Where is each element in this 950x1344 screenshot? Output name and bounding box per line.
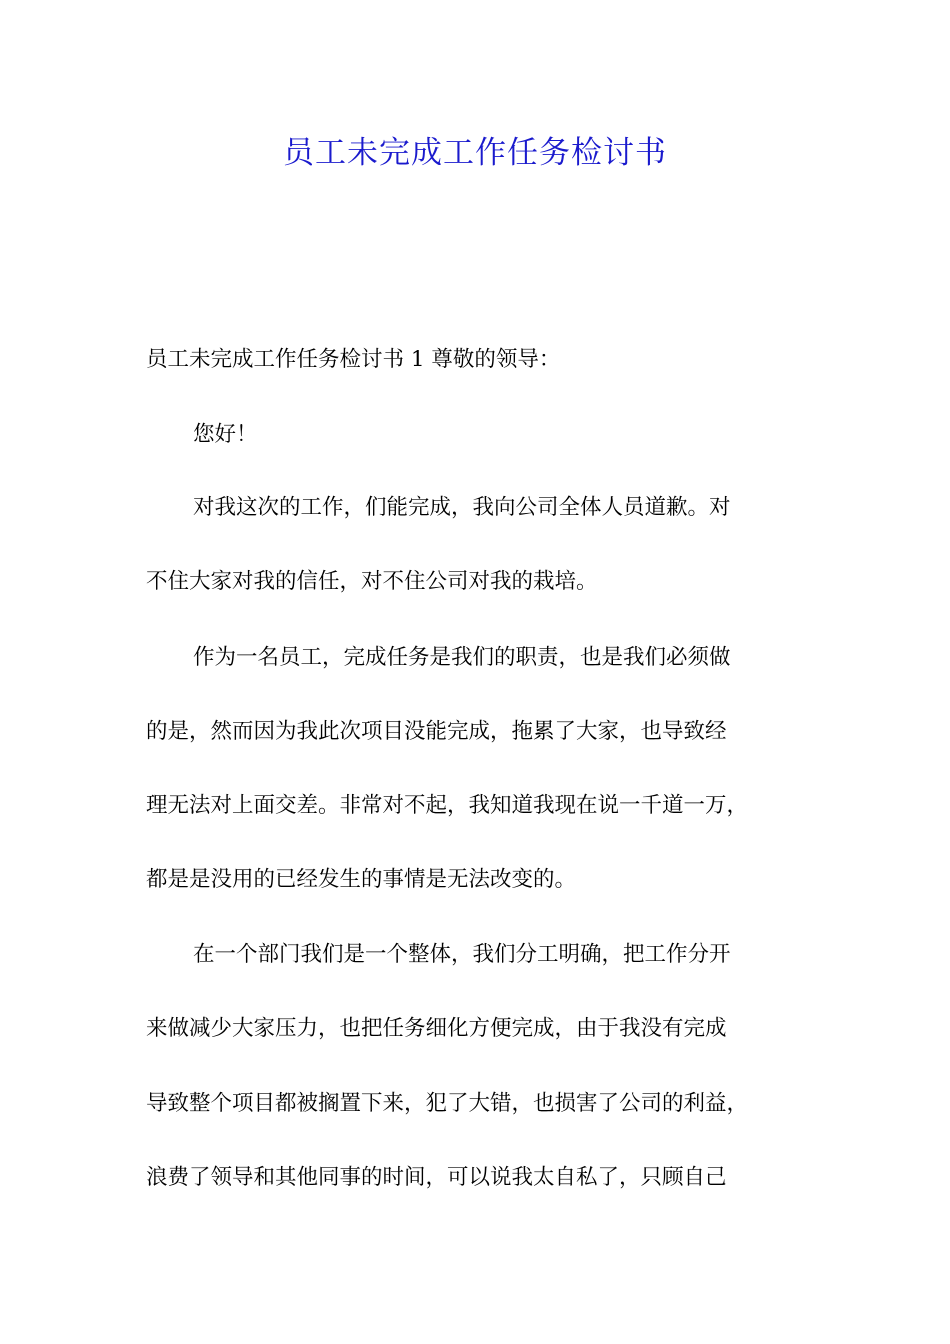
- body-line: 在一个部门我们是一个整体，我们分工明确，把工作分开: [193, 942, 731, 967]
- body-line: 导致整个项目都被搁置下来，犯了大错，也损害了公司的利益，: [146, 1091, 749, 1116]
- document-title: 员工未完成工作任务检讨书: [283, 135, 667, 171]
- body-line: 作为一名员工，完成任务是我们的职责，也是我们必须做: [193, 645, 731, 670]
- body-line: 理无法对上面交差。非常对不起，我知道我现在说一千道一万，: [146, 793, 749, 818]
- body-line: 都是是没用的已经发生的事情是无法改变的。: [146, 867, 577, 892]
- salutation-line: 员工未完成工作任务检讨书 1 尊敬的领导：: [146, 347, 561, 372]
- body-line: 对我这次的工作，们能完成，我向公司全体人员道歉。对: [193, 495, 731, 520]
- body-line: 不住大家对我的信任，对不住公司对我的栽培。: [146, 569, 598, 594]
- body-line: 来做减少大家压力，也把任务细化方便完成，由于我没有完成: [146, 1016, 727, 1041]
- body-line: 的是，然而因为我此次项目没能完成，拖累了大家，也导致经: [146, 719, 727, 744]
- greeting-line: 您好！: [193, 422, 258, 447]
- body-line: 浪费了领导和其他同事的时间，可以说我太自私了，只顾自己: [146, 1165, 727, 1190]
